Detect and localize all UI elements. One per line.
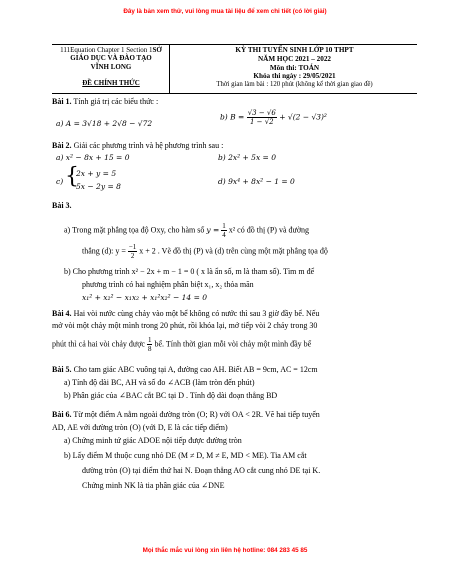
official-label: ĐỀ CHÍNH THỨC (82, 79, 140, 88)
bai2-c-label: c) (56, 177, 64, 186)
bai5-a: a) Tính độ dài BC, AH và số đo ∠ACB (làm tròn đến phút) (64, 378, 255, 387)
exam-time: Thời gian làm bài : 120 phút (không kể thời gian giao đề) (216, 81, 373, 89)
bai1-heading (52, 96, 158, 107)
bai4-label: Bài 4. (52, 309, 72, 318)
bai1-label: Bài 1. (52, 97, 72, 106)
department-line3: VĨNH LONG (90, 62, 132, 71)
bai2-heading (52, 140, 223, 151)
bai2-label: Bài 2. (52, 141, 72, 150)
bai3-a1-den: 4 (222, 231, 226, 239)
bai1-b-fraction (247, 109, 277, 126)
header-divider (169, 45, 170, 93)
bai3-a-line1 (64, 222, 309, 239)
bai5-line1 (52, 364, 318, 375)
hotline-notice: Mọi thắc mắc vui lòng xin liên hệ hotline: 084 283 45 85 (142, 547, 308, 554)
bai2-d: d) 9x⁴ + 8x² − 1 = 0 (218, 177, 295, 186)
bai3-a1-rest: x² có đồ thị (P) và đường (228, 225, 310, 235)
bai5-label: Bài 5. (52, 365, 72, 374)
bai3-b-line2: phương trình có hai nghiệm phân biệt x₁, x₂ thỏa mãn (82, 280, 254, 289)
bai1-b-denominator: 1 − √2 (249, 118, 274, 126)
bai6-b-line2: đường tròn (O) tại điểm thứ hai N. Đoạn thẳng AO cắt cung nhỏ DE tại K. (82, 466, 321, 475)
bai6-line2: AD, AE với đường tròn (O) (với D, E là các tiếp điểm) (52, 423, 228, 432)
department-line1: SỞ (152, 46, 162, 54)
bai4-text1: Hai vòi nước cùng chảy vào một bể không có nước thì sau 3 giờ đầy bể. Nếu (73, 309, 320, 318)
bai4-line2: mở vòi một chảy một mình trong 20 phút, rồi khóa lại, mở tiếp vòi 2 chảy trong 30 (52, 321, 318, 330)
header-right (172, 46, 417, 90)
bai6-text1: Từ một điểm A nằm ngoài đường tròn (O; R) với OA < 2R. Vẽ hai tiếp tuyến (73, 410, 320, 419)
system-brace: { (65, 164, 79, 189)
bai6-a: a) Chứng minh tứ giác ADOE nội tiếp được đường tròn (64, 436, 242, 445)
bai4-fraction (147, 336, 153, 353)
bai1-b-rest: + √(2 − √3)² (279, 112, 327, 122)
exam-header (52, 44, 417, 94)
bai1-b (220, 109, 327, 126)
department-line2: GIÁO DỤC VÀ ĐÀO TẠO (70, 54, 152, 63)
bai1-a (56, 118, 152, 129)
exam-title: KỲ THI TUYỂN SINH LỚP 10 THPT (235, 46, 354, 54)
bai5-b: b) Phân giác của ∠BAC cắt BC tại D . Tính độ dài đoạn thẳng BD (64, 391, 278, 400)
bai3-a1-text: a) Trong mặt phẳng tọa độ Oxy, cho hàm số (64, 225, 205, 235)
bai3-a1-y: y = (206, 225, 220, 235)
bai1-a-label: a) (56, 119, 64, 128)
bai2-b: b) 2x² + 5x = 0 (218, 153, 276, 162)
bai6-label: Bài 6. (52, 410, 72, 419)
bai3-b-line1: b) Cho phương trình x² − 2x + m − 1 = 0 ( x là ẩn số, m là tham số). Tìm m để (64, 267, 315, 276)
bai1-a-expr: A = 3√18 + 2√8 − √72 (65, 119, 153, 128)
bai3-a2-rest: x + 2 . Vẽ đồ thị (P) và (d) trên cùng một mặt phẳng tọa độ (139, 246, 328, 256)
bai3-label: Bài 3. (52, 201, 72, 210)
bai4-frac-den: 8 (147, 345, 152, 353)
bai3-a2-num: −1 (128, 243, 137, 251)
bai6-b-line1: b) Lấy điểm M thuộc cung nhỏ DE (M ≠ D, M ≠ E, MD < ME). Tia AM cắt (64, 451, 307, 460)
bai5-text1: Cho tam giác ABC vuông tại A, đường cao AH. Biết AB = 9cm, AC = 12cm (73, 365, 318, 374)
bai2-c-eq2: 5x − 2y = 8 (76, 182, 121, 191)
bai3-a-line2 (82, 243, 328, 260)
exam-subject: Môn thi: TOÁN (269, 63, 320, 72)
header-left (54, 46, 168, 88)
bai6-line1 (52, 409, 320, 420)
bai2-text: Giải các phương trình và hệ phương trình sau : (73, 141, 224, 150)
bai3-b-line3: x₁² + x₂² − x₁x₂ + x₁²x₂² − 14 = 0 (82, 293, 208, 302)
exam-year: NĂM HỌC 2021 – 2022 (257, 54, 332, 63)
preview-notice: Đây là bản xem thử, vui lòng mua tài liệu để xem chi tiết (có lời giải) (123, 8, 327, 15)
equation-id: 111Equation Chapter 1 Section 1 (60, 46, 153, 54)
bai1-text: Tính giá trị các biểu thức : (73, 97, 159, 106)
bai3-a2-fraction (128, 243, 137, 260)
bai6-b-line3: Chứng minh NK là tia phân giác của ∠DNE (82, 481, 225, 490)
bai2-c-eq1: 2x + y = 5 (76, 169, 117, 178)
bai4-text3-pre: phút thì cả hai vòi chảy được (52, 339, 145, 349)
bai4-frac-num: 1 (147, 336, 152, 344)
bai3-a1-num: 1 (222, 222, 226, 230)
bai4-line3 (52, 336, 311, 353)
bai4-line1 (52, 308, 319, 319)
bai3-a1-fraction (221, 222, 227, 239)
bai1-b-lhs: B = (230, 112, 245, 122)
bai3-a2-pre: thẳng (d): y = (82, 246, 126, 256)
exam-date: Khóa thi ngày : 29/05/2021 (253, 72, 336, 81)
bai1-b-numerator: √3 − √6 (247, 109, 276, 117)
bai3-a2-den: 2 (130, 252, 135, 260)
bai4-text3-post: bể. Tính thời gian mỗi vòi chảy một mình đầy bể (154, 339, 312, 349)
bai1-b-label: b) (220, 112, 228, 122)
bai2-a: a) x² − 8x + 15 = 0 (56, 153, 130, 162)
